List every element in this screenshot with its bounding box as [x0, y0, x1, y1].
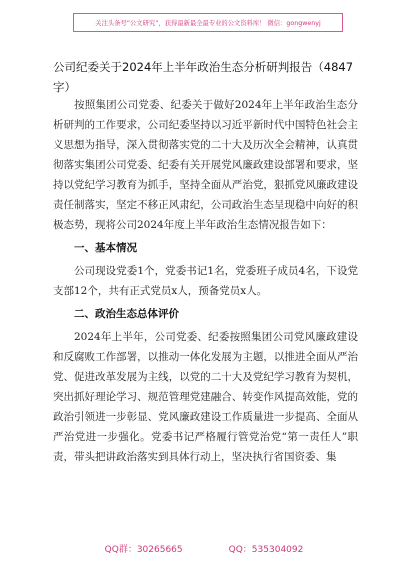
basic-info-paragraph: 公司现设党委1个，党委书记1名，党委班子成员4名，下设党支部12个，共有正式党员x人，预备党员x人。 [53, 265, 358, 297]
document-title: 公司纪委关于2024年上半年政治生态分析研判报告（4847字） [53, 60, 354, 94]
qq-number: QQ：535304092 [228, 545, 304, 555]
document-body [53, 95, 358, 467]
promo-banner-text: 关注头条号“公文研究”，获得最新最全最专业的公文资料库！ 微信：gongwenyj [95, 20, 321, 27]
qq-group-number: QQ群：30265665 [104, 545, 183, 555]
section-heading-overall-evaluation: 二、政治生态总体评价 [74, 308, 179, 320]
promo-banner [73, 13, 343, 32]
overall-evaluation-paragraph: 2024年上半年，公司党委、纪委按照集团公司党风廉政建设和反腐败工作部署，以推动一体化发展为主题，以推进全面从严治党、促进改革发展为主线，以党的二十大及党纪学习教育为契机，突出抓好理论学习、规范管理党建融合、转变作风提高效能，党的政治引领进一步彰显、党风廉政建设工作质量进一步提高、全面从严治党进一步强化。党委书记严格履行管党治党“第一责任人”职责，带头把讲政治落实到具体行动上，坚决执行省国资委、集 [53, 331, 358, 463]
intro-paragraph: 按照集团公司党委、纪委关于做好2024年上半年政治生态分析研判的工作要求，公司纪委坚持以习近平新时代中国特色社会主义思想为指导，深入贯彻落实党的二十大及历次全会精神，认真贯彻落实集团公司党委、纪委有关开展党风廉政建设部署和要求，坚持以党纪学习教育为抓手，坚持全面从严治党，狠抓党风廉政建设责任制落实，坚定不移正风肃纪，公司政治生态呈现稳中向好的积极态势，现将公司2024年度上半年政治生态情况报告如下： [53, 99, 358, 231]
section-heading-basic-info: 一、基本情况 [74, 242, 137, 254]
contact-footer [0, 542, 408, 555]
